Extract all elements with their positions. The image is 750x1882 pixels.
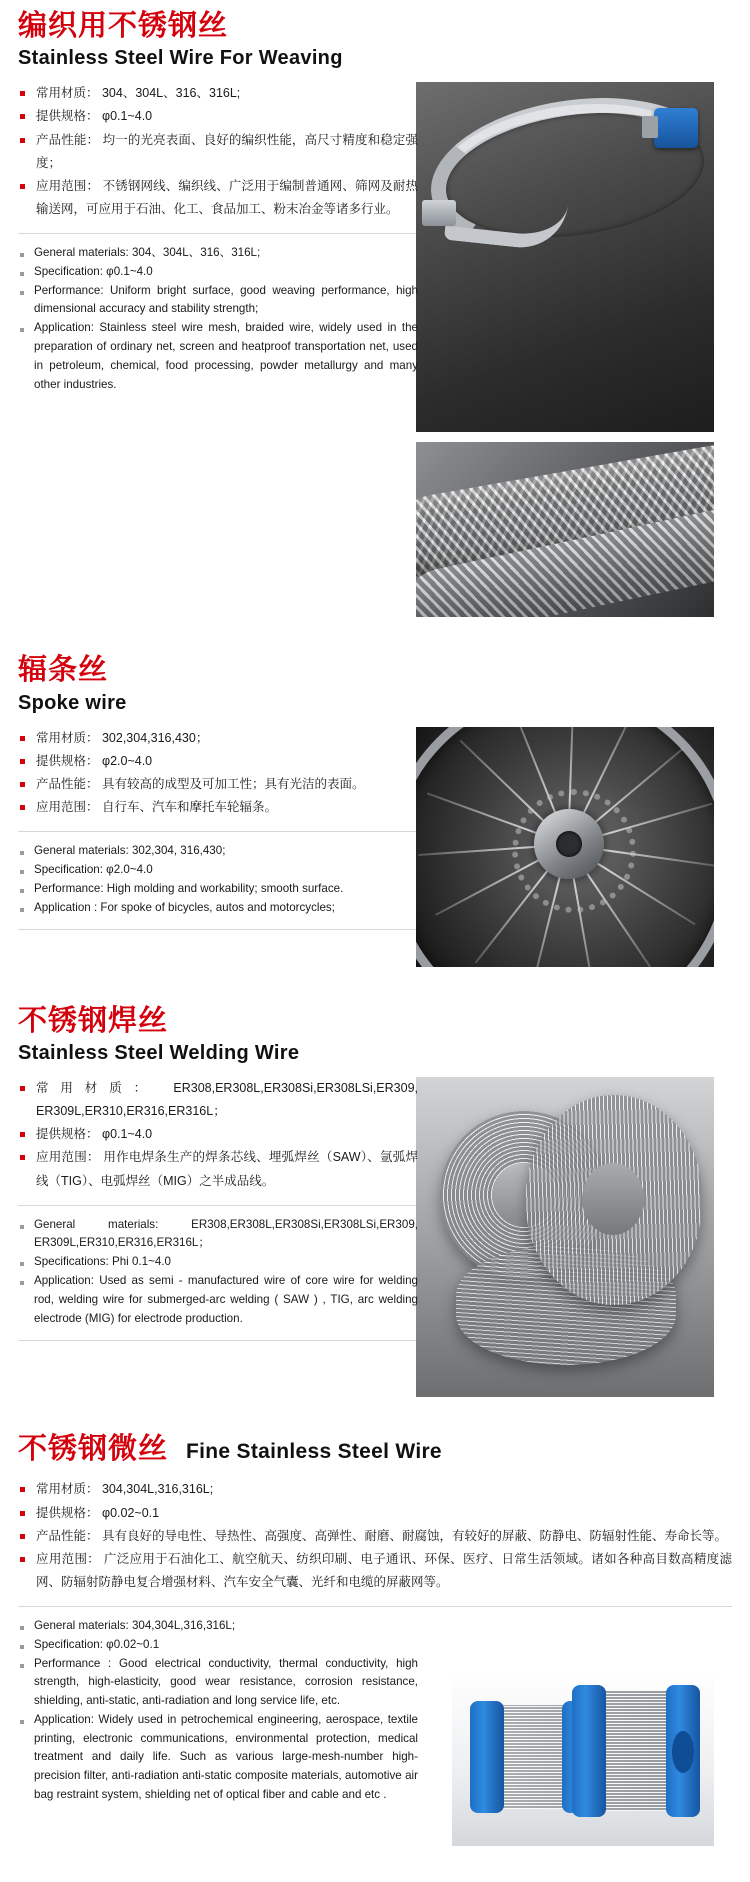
list-item: Specifications: Phi 0.1~4.0: [18, 1253, 418, 1272]
list-item: Specification: φ0.02~0.1: [18, 1636, 418, 1655]
braided-hose-photo: [416, 82, 714, 432]
section-title-row: [18, 1433, 732, 1466]
section-welding-wire: [0, 1005, 750, 1407]
list-item: Specification: φ2.0~4.0: [18, 861, 418, 880]
list-item: 提供规格： φ0.1~4.0: [18, 105, 418, 128]
divider: [18, 1205, 418, 1206]
divider: [18, 929, 418, 930]
divider: [18, 233, 418, 234]
cn-bullet-list: [18, 727, 418, 820]
list-item: 常用材质： 302,304,316,430；: [18, 727, 418, 750]
section-fine-wire: [0, 1433, 750, 1862]
section1-chinese-block: [18, 82, 418, 394]
wire-coil-shape: [526, 1095, 702, 1305]
list-item: 产品性能： 均一的光亮表面、良好的编织性能，高尺寸精度和稳定强度；: [18, 129, 418, 175]
section-title-cn: 编织用不锈钢丝: [18, 10, 229, 42]
section-title-en: Fine Stainless Steel Wire: [186, 1440, 442, 1464]
section4-english-block: [18, 1617, 418, 1805]
section-spacer: [0, 979, 750, 1005]
metal-nut-shape: [422, 200, 456, 226]
list-item: General materials: 304、304L、316、316L;: [18, 244, 418, 263]
list-item: 应用范围： 广泛应用于石油化工、航空航天、纺织印刷、电子通讯、环保、医疗、日常生活领域。诸如各种高目数高精度滤网、防辐射防静电复合增强材料、汽车安全气囊、光纤和电缆的屏蔽网等。: [18, 1548, 732, 1594]
section-title-cn: 不锈钢微丝: [18, 1433, 169, 1466]
list-item: 提供规格： φ2.0~4.0: [18, 750, 418, 773]
welding-wire-coils-photo: [416, 1077, 714, 1397]
section-title-en: Stainless Steel Welding Wire: [18, 1042, 300, 1065]
list-item: 应用范围： 不锈钢网线、编织线、广泛用于编制普通网、筛网及耐热输送网，可应用于石油、化工、食品加工、粉末冶金等诸多行业。: [18, 175, 418, 221]
section-title-cn: 不锈钢焊丝: [18, 1004, 169, 1037]
section-spoke-wire: [0, 654, 750, 978]
list-item: 常用材质： 304、304L、316、316L;: [18, 82, 418, 105]
list-item: 应用范围： 自行车、汽车和摩托车轮辐条。: [18, 796, 418, 819]
list-item: Performance: Uniform bright surface, good weaving performance, high dimensional accuracy and stability strength;: [18, 282, 418, 320]
spool-hole: [672, 1731, 694, 1773]
list-item: Application : For spoke of bicycles, autos and motorcycles;: [18, 899, 418, 918]
page-bottom-spacer: [0, 1862, 750, 1882]
list-item: 产品性能： 具有良好的导电性、导热性、高强度、高弹性、耐磨、耐腐蚀，有较好的屏蔽、防静电、防辐射性能、寿命长等。: [18, 1525, 732, 1548]
list-item: Performance : Good electrical conductivity, thermal conductivity, high strength, high-elasticity, good wear resistance, corrosion resistance, shielding, anti-static, anti-radiation and long service life, etc.: [18, 1655, 418, 1711]
cn-bullet-list: [18, 82, 418, 221]
list-item: 提供规格： φ0.02~0.1: [18, 1502, 732, 1525]
list-item: 常用材质： 304,304L,316,316L;: [18, 1478, 732, 1501]
section-spacer: [0, 1407, 750, 1433]
list-item: Performance: High molding and workability; smooth surface.: [18, 880, 418, 899]
spool-core: [602, 1691, 672, 1811]
wire-spool-shape: [572, 1685, 700, 1817]
divider: [18, 1606, 732, 1607]
section2-chinese-block: [18, 727, 418, 931]
fine-wire-spools-photo: [452, 1671, 714, 1846]
spool-core: [498, 1705, 568, 1809]
divider: [18, 1340, 418, 1341]
section-title-en: Spoke wire: [18, 691, 127, 714]
section-title-en: Stainless Steel Wire For Weaving: [18, 47, 343, 70]
list-item: General materials: 304,304L,316,316L;: [18, 1617, 418, 1636]
cn-bullet-list: [18, 1478, 732, 1594]
en-bullet-list: [18, 244, 418, 394]
list-item: Application: Widely used in petrochemical engineering, aerospace, textile printing, electronic communications, environmental protection, medical treatment and daily life. Such as various large-mesh-number high-precision filter, anti-radiation anti-static composite materials, automotive air bag restraint system, shielding net of optical fiber and cable and etc .: [18, 1711, 418, 1805]
bicycle-wheel-photo: [416, 727, 714, 967]
section-title-cn: 辐条丝: [18, 654, 109, 687]
section-weaving-wire: [0, 0, 750, 628]
list-item: General materials: ER308,ER308L,ER308Si,ER308LSi,ER309, ER309L,ER310,ER316,ER316L；: [18, 1216, 418, 1254]
list-item: Application: Stainless steel wire mesh, braided wire, widely used in the preparation of ordinary net, screen and heatproof transportation net, used in petroleum, chemical, food processing, powder metallurgy and many other industries.: [18, 319, 418, 394]
spool-flange-left: [572, 1685, 606, 1817]
braided-sleeve-photo: [416, 442, 714, 617]
en-bullet-list: [18, 842, 418, 917]
blue-cap-shape: [654, 108, 698, 148]
cn-bullet-list: [18, 1077, 418, 1193]
wheel-hub-shape: [534, 809, 604, 879]
section4-chinese-block: [18, 1478, 732, 1862]
spool-flange-left: [470, 1701, 504, 1813]
en-bullet-list: [18, 1216, 418, 1329]
section3-chinese-block: [18, 1077, 418, 1341]
list-item: 产品性能： 具有较高的成型及可加工性；具有光洁的表面。: [18, 773, 418, 796]
list-item: 提供规格： φ0.1~4.0: [18, 1123, 418, 1146]
list-item: 常用材质： ER308,ER308L,ER308Si,ER308LSi,ER309, ER309L,ER310,ER316,ER316L；: [18, 1077, 418, 1123]
divider: [18, 831, 418, 832]
section-spacer: [0, 628, 750, 654]
en-bullet-list: [18, 1617, 418, 1805]
list-item: General materials: 302,304, 316,430;: [18, 842, 418, 861]
list-item: Application: Used as semi - manufactured wire of core wire for welding rod, welding wire for submerged-arc welding ( SAW ) , TIG, arc welding electrode (MIG) for electrode production.: [18, 1272, 418, 1328]
list-item: Specification: φ0.1~4.0: [18, 263, 418, 282]
list-item: 应用范围： 用作电焊条生产的焊条芯线、埋弧焊丝（SAW）、氩弧焊线（TIG）、电弧焊丝（MIG）之半成品线。: [18, 1146, 418, 1192]
